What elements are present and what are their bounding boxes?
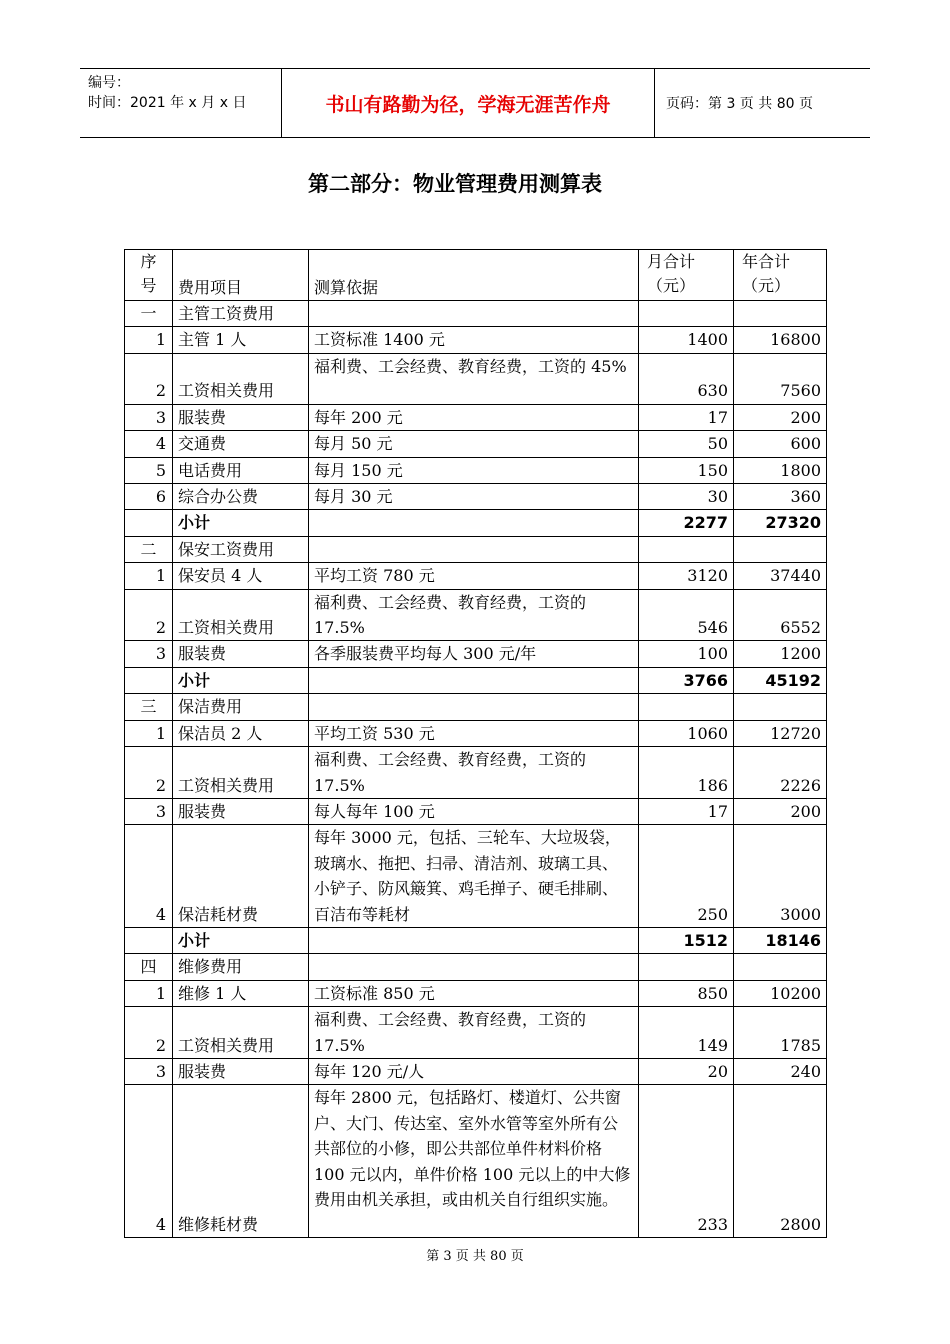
row-yearly: 45192 [734,667,827,693]
row-item: 工资相关费用 [173,353,309,404]
row-basis: 福利费、工会经费、教育经费，工资的 17.5% [309,589,639,641]
table-row [125,327,827,353]
row-seq: 3 [125,798,173,824]
row-item: 小计 [173,927,309,953]
row-monthly: 1512 [639,927,734,953]
row-basis: 平均工资 780 元 [309,563,639,589]
document-number: 编号： [88,75,130,91]
row-monthly: 630 [639,353,734,404]
page-footer: 第 3 页 共 80 页 [426,1249,524,1264]
table-row [125,1007,827,1059]
row-seq: 4 [125,825,173,928]
row-seq: 4 [125,1085,173,1238]
table-row [125,457,827,483]
row-yearly: 7560 [734,353,827,404]
row-item: 服装费 [173,404,309,430]
row-monthly: 3766 [639,667,734,693]
table-row [125,980,827,1006]
row-yearly: 360 [734,484,827,510]
row-yearly: 1785 [734,1007,827,1059]
section-row [125,694,827,720]
header-divider [654,69,655,137]
table-row [125,563,827,589]
table-row [125,1058,827,1084]
row-basis: 工资标准 850 元 [309,980,639,1006]
row-item: 小计 [173,667,309,693]
row-seq: 1 [125,980,173,1006]
row-basis [309,510,639,536]
header-motto: 书山有路勤为径，学海无涯苦作舟 [325,93,611,116]
row-monthly [639,954,734,980]
row-yearly [734,954,827,980]
row-monthly: 2277 [639,510,734,536]
row-monthly: 149 [639,1007,734,1059]
row-seq: 2 [125,1007,173,1059]
header-seq: 序号 [125,250,173,301]
header-basis: 测算依据 [309,250,639,301]
page-header [80,68,870,138]
row-item: 维修 1 人 [173,980,309,1006]
row-yearly: 12720 [734,720,827,746]
row-basis [309,927,639,953]
row-item: 综合办公费 [173,484,309,510]
subtotal-row [125,510,827,536]
row-monthly [639,694,734,720]
row-yearly: 27320 [734,510,827,536]
row-seq: 6 [125,484,173,510]
row-item: 工资相关费用 [173,589,309,641]
row-basis: 每年 200 元 [309,404,639,430]
table-row [125,641,827,667]
row-yearly: 240 [734,1058,827,1084]
row-basis: 每月 150 元 [309,457,639,483]
row-yearly: 10200 [734,980,827,1006]
row-seq: 1 [125,563,173,589]
row-item: 保洁耗材费 [173,825,309,928]
row-item: 保安员 4 人 [173,563,309,589]
row-yearly [734,301,827,327]
row-basis: 各季服装费平均每人 300 元/年 [309,641,639,667]
row-basis [309,301,639,327]
header-item: 费用项目 [173,250,309,301]
section-row [125,954,827,980]
row-seq: 2 [125,747,173,799]
row-seq: 四 [125,954,173,980]
row-yearly [734,536,827,562]
row-item: 维修耗材费 [173,1085,309,1238]
row-yearly: 1200 [734,641,827,667]
row-monthly: 1400 [639,327,734,353]
row-yearly: 200 [734,404,827,430]
row-monthly: 3120 [639,563,734,589]
row-basis: 福利费、工会经费、教育经费，工资的 17.5% [309,747,639,799]
row-yearly: 2800 [734,1085,827,1238]
row-seq: 3 [125,641,173,667]
document-date: 时间：2021 年 x 月 x 日 [88,95,247,111]
table-row [125,353,827,404]
section-row [125,301,827,327]
table-row [125,747,827,799]
row-item: 工资相关费用 [173,747,309,799]
row-monthly [639,301,734,327]
row-basis [309,536,639,562]
subtotal-row [125,667,827,693]
header-yearly: 年合计（元） [734,250,827,301]
row-monthly: 250 [639,825,734,928]
row-item: 交通费 [173,431,309,457]
table-row [125,798,827,824]
row-item: 保洁费用 [173,694,309,720]
header-monthly: 月合计（元） [639,250,734,301]
row-seq: 4 [125,431,173,457]
row-monthly: 50 [639,431,734,457]
row-yearly: 2226 [734,747,827,799]
row-yearly: 16800 [734,327,827,353]
row-basis: 福利费、工会经费、教育经费，工资的 45% [309,353,639,404]
table-row [125,589,827,641]
row-seq: 2 [125,589,173,641]
row-monthly: 186 [639,747,734,799]
row-basis: 每年 3000 元，包括、三轮车、大垃圾袋，玻璃水、拖把、扫帚、清洁剂、玻璃工具、小铲子、防风簸箕、鸡毛掸子、硬毛排刷、百洁布等耗材 [309,825,639,928]
row-monthly: 20 [639,1058,734,1084]
table-row [125,1085,827,1238]
table-header-row [125,250,827,301]
row-item: 服装费 [173,641,309,667]
row-yearly: 3000 [734,825,827,928]
cost-table [124,249,827,1238]
row-seq: 3 [125,1058,173,1084]
row-basis: 工资标准 1400 元 [309,327,639,353]
row-seq: 3 [125,404,173,430]
row-yearly: 1800 [734,457,827,483]
row-item: 主管工资费用 [173,301,309,327]
row-basis: 福利费、工会经费、教育经费，工资的 17.5% [309,1007,639,1059]
section-row [125,536,827,562]
subtotal-row [125,927,827,953]
row-item: 工资相关费用 [173,1007,309,1059]
row-seq: 一 [125,301,173,327]
row-basis: 每年 2800 元，包括路灯、楼道灯、公共窗户、大门、传达室、室外水管等室外所有公共部位的小修，即公共部位单件材料价格 100 元以内，单件价格 100 元以上的中大修费用由机关承担，或由机关自行组织实施。 [309,1085,639,1238]
row-item: 电话费用 [173,457,309,483]
row-item: 小计 [173,510,309,536]
row-monthly: 546 [639,589,734,641]
row-item: 主管 1 人 [173,327,309,353]
row-basis: 平均工资 530 元 [309,720,639,746]
row-seq [125,667,173,693]
row-basis: 每月 50 元 [309,431,639,457]
table-row [125,825,827,928]
row-basis: 每月 30 元 [309,484,639,510]
header-page-info: 页码：第 3 页 共 80 页 [666,96,813,112]
row-item: 保洁员 2 人 [173,720,309,746]
row-seq [125,927,173,953]
row-basis: 每人每年 100 元 [309,798,639,824]
row-seq: 三 [125,694,173,720]
row-yearly [734,694,827,720]
row-monthly: 850 [639,980,734,1006]
row-seq: 5 [125,457,173,483]
header-meta [88,73,246,113]
row-monthly: 1060 [639,720,734,746]
cost-table-body [125,250,827,1238]
table-row [125,431,827,457]
row-basis [309,954,639,980]
row-seq: 1 [125,327,173,353]
page-title: 第二部分：物业管理费用测算表 [308,172,602,196]
row-yearly: 37440 [734,563,827,589]
row-monthly: 17 [639,404,734,430]
row-seq [125,510,173,536]
row-monthly [639,536,734,562]
table-row [125,484,827,510]
row-basis: 每年 120 元/人 [309,1058,639,1084]
row-yearly: 200 [734,798,827,824]
row-seq: 1 [125,720,173,746]
row-yearly: 6552 [734,589,827,641]
row-item: 维修费用 [173,954,309,980]
row-yearly: 18146 [734,927,827,953]
row-item: 服装费 [173,798,309,824]
row-yearly: 600 [734,431,827,457]
row-item: 保安工资费用 [173,536,309,562]
table-row [125,720,827,746]
row-monthly: 17 [639,798,734,824]
row-seq: 2 [125,353,173,404]
row-basis [309,667,639,693]
row-monthly: 30 [639,484,734,510]
table-row [125,404,827,430]
row-basis [309,694,639,720]
row-item: 服装费 [173,1058,309,1084]
row-monthly: 150 [639,457,734,483]
row-monthly: 233 [639,1085,734,1238]
row-monthly: 100 [639,641,734,667]
row-seq: 二 [125,536,173,562]
